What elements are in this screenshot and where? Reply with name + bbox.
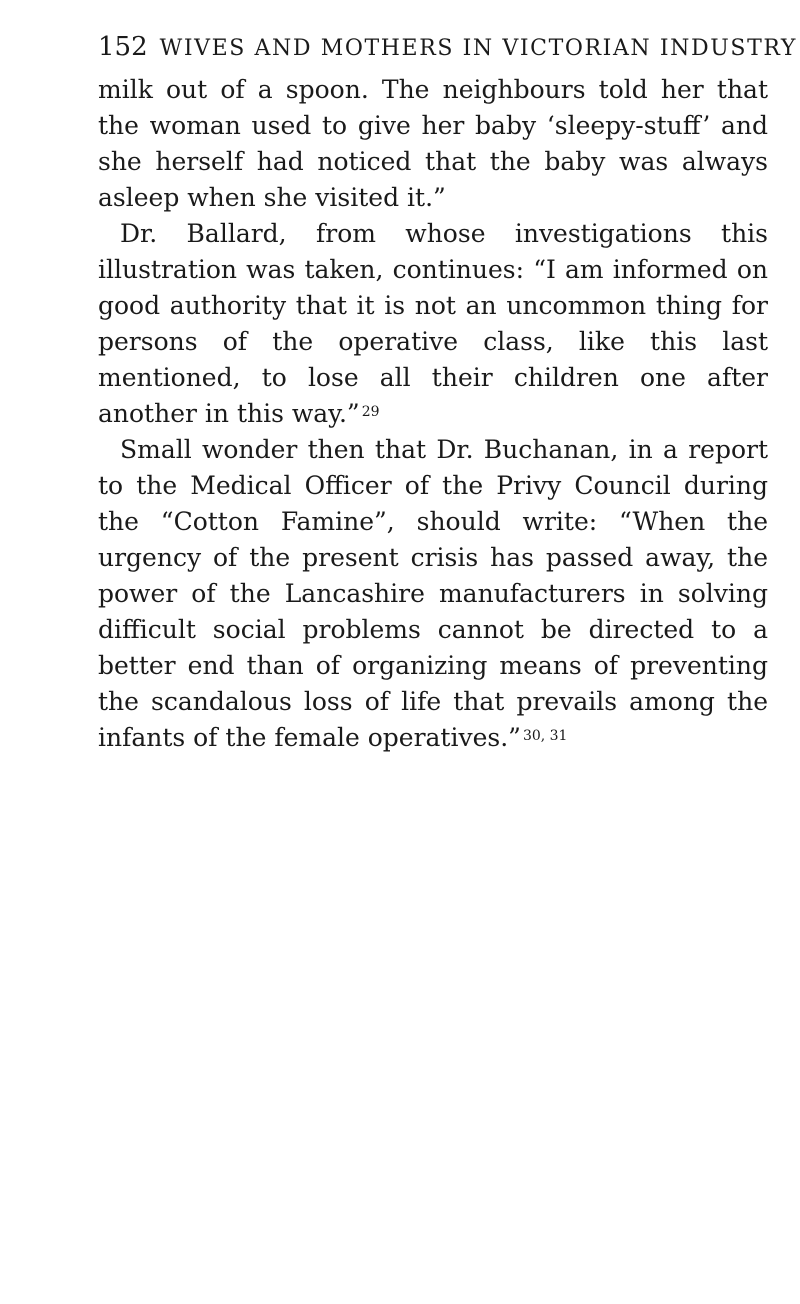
paragraph-2-text: Dr. Ballard, from whose investigations this illustration was taken, continues: “I am informed on good authority that it is not an uncommon thing for persons of the operative class, like this last mentioned, to lose all their children one after another in this way.” [98,219,768,428]
paragraph-3-text: Small wonder then that Dr. Buchanan, in a report to the Medical Officer of the Privy Council during the “Cotton Famine”, should write: “When the urgency of the present crisis has passed away, the power of the Lancashire manufacturers in solving difficult social problems cannot be directed to a better end than of organizing means of preventing the scandalous loss of life that prevails among the infants of the female operatives.” [98,435,768,752]
footnote-ref-30-31: 30, 31 [522,728,568,744]
page-number: 152 [98,32,148,62]
running-title: WIVES AND MOTHERS IN VICTORIAN INDUSTRY [159,36,797,61]
paragraph-1 [98,72,768,216]
running-header [98,30,797,66]
paragraph-2 [98,216,768,432]
paragraph-1-text: milk out of a spoon. The neighbours told her that the woman used to give her baby ‘sleepy-stuff’ and she herself had noticed that the baby was always asleep when she visited it.” [98,75,768,212]
body-text [98,72,768,756]
paragraph-3 [98,432,768,756]
footnote-ref-29: 29 [361,404,380,420]
